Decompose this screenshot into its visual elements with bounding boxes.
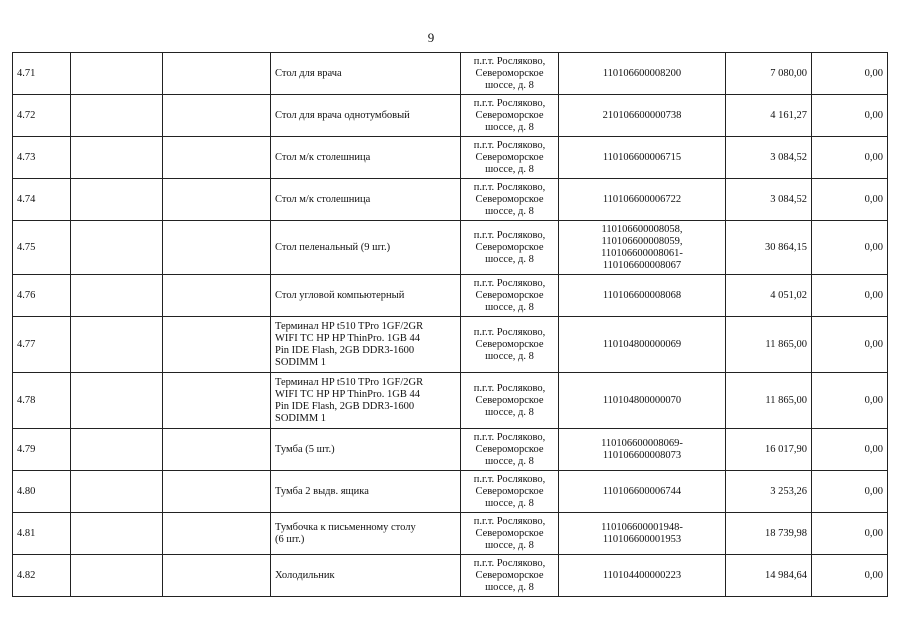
- residual-value: 0,00: [812, 429, 888, 471]
- item-address: п.г.т. Росляково, Североморское шоссе, д. 8: [461, 317, 559, 373]
- inventory-number: 110106600008068: [559, 275, 726, 317]
- empty-cell: [71, 179, 163, 221]
- row-number: 4.72: [13, 95, 71, 137]
- empty-cell: [71, 513, 163, 555]
- item-address: п.г.т. Росляково, Североморское шоссе, д. 8: [461, 53, 559, 95]
- row-number: 4.71: [13, 53, 71, 95]
- residual-value: 0,00: [812, 555, 888, 597]
- item-name: Стол пеленальный (9 шт.): [271, 221, 461, 275]
- book-value: 4 161,27: [726, 95, 812, 137]
- table-row: [13, 221, 888, 275]
- inventory-table: [12, 52, 888, 597]
- item-name: Стол м/к столешница: [271, 179, 461, 221]
- book-value: 18 739,98: [726, 513, 812, 555]
- table-row: [13, 429, 888, 471]
- inventory-number: 110104400000223: [559, 555, 726, 597]
- empty-cell: [163, 429, 271, 471]
- residual-value: 0,00: [812, 317, 888, 373]
- row-number: 4.75: [13, 221, 71, 275]
- empty-cell: [163, 95, 271, 137]
- empty-cell: [71, 429, 163, 471]
- table-row: [13, 95, 888, 137]
- row-number: 4.80: [13, 471, 71, 513]
- item-address: п.г.т. Росляково, Североморское шоссе, д. 8: [461, 221, 559, 275]
- inventory-number: 110106600006744: [559, 471, 726, 513]
- inventory-number: 110106600001948- 110106600001953: [559, 513, 726, 555]
- item-address: п.г.т. Росляково, Североморское шоссе, д. 8: [461, 275, 559, 317]
- empty-cell: [71, 137, 163, 179]
- item-address: п.г.т. Росляково, Североморское шоссе, д. 8: [461, 513, 559, 555]
- row-number: 4.78: [13, 373, 71, 429]
- item-address: п.г.т. Росляково, Североморское шоссе, д. 8: [461, 555, 559, 597]
- empty-cell: [71, 373, 163, 429]
- empty-cell: [71, 471, 163, 513]
- item-name: Терминал HP t510 TPro 1GF/2GR WIFI TC HP HP ThinPro. 1GB 44 Pin IDE Flash, 2GB DDR3-1600 SODIMM 1: [271, 373, 461, 429]
- row-number: 4.73: [13, 137, 71, 179]
- residual-value: 0,00: [812, 179, 888, 221]
- residual-value: 0,00: [812, 513, 888, 555]
- inventory-number: 110106600008069- 110106600008073: [559, 429, 726, 471]
- item-name: Тумбочка к письменному столу (6 шт.): [271, 513, 461, 555]
- empty-cell: [163, 373, 271, 429]
- book-value: 3 253,26: [726, 471, 812, 513]
- item-name: Стол м/к столешница: [271, 137, 461, 179]
- book-value: 4 051,02: [726, 275, 812, 317]
- inventory-number: 110106600008058, 110106600008059, 110106600008061- 110106600008067: [559, 221, 726, 275]
- table-row: [13, 275, 888, 317]
- inventory-number: 110104800000069: [559, 317, 726, 373]
- residual-value: 0,00: [812, 95, 888, 137]
- empty-cell: [163, 179, 271, 221]
- empty-cell: [163, 471, 271, 513]
- residual-value: 0,00: [812, 221, 888, 275]
- item-address: п.г.т. Росляково, Североморское шоссе, д. 8: [461, 179, 559, 221]
- item-name: Стол для врача: [271, 53, 461, 95]
- inventory-number: 110104800000070: [559, 373, 726, 429]
- item-name: Тумба 2 выдв. ящика: [271, 471, 461, 513]
- item-name: Терминал HP t510 TPro 1GF/2GR WIFI TC HP HP ThinPro. 1GB 44 Pin IDE Flash, 2GB DDR3-1600 SODIMM 1: [271, 317, 461, 373]
- empty-cell: [163, 317, 271, 373]
- book-value: 16 017,90: [726, 429, 812, 471]
- empty-cell: [71, 221, 163, 275]
- residual-value: 0,00: [812, 275, 888, 317]
- book-value: 30 864,15: [726, 221, 812, 275]
- empty-cell: [163, 221, 271, 275]
- empty-cell: [71, 53, 163, 95]
- empty-cell: [71, 555, 163, 597]
- item-address: п.г.т. Росляково, Североморское шоссе, д. 8: [461, 471, 559, 513]
- item-name: Стол для врача однотумбовый: [271, 95, 461, 137]
- inventory-number: 210106600000738: [559, 95, 726, 137]
- row-number: 4.74: [13, 179, 71, 221]
- book-value: 3 084,52: [726, 179, 812, 221]
- book-value: 14 984,64: [726, 555, 812, 597]
- row-number: 4.81: [13, 513, 71, 555]
- book-value: 11 865,00: [726, 317, 812, 373]
- item-address: п.г.т. Росляково, Североморское шоссе, д. 8: [461, 137, 559, 179]
- item-name: Тумба (5 шт.): [271, 429, 461, 471]
- item-name: Стол угловой компьютерный: [271, 275, 461, 317]
- table-row: [13, 179, 888, 221]
- inventory-number: 110106600008200: [559, 53, 726, 95]
- empty-cell: [163, 53, 271, 95]
- book-value: 3 084,52: [726, 137, 812, 179]
- item-address: п.г.т. Росляково, Североморское шоссе, д. 8: [461, 429, 559, 471]
- item-address: п.г.т. Росляково, Североморское шоссе, д. 8: [461, 373, 559, 429]
- inventory-number: 110106600006715: [559, 137, 726, 179]
- table-row: [13, 471, 888, 513]
- empty-cell: [71, 95, 163, 137]
- item-address: п.г.т. Росляково, Североморское шоссе, д. 8: [461, 95, 559, 137]
- empty-cell: [163, 137, 271, 179]
- table-row: [13, 317, 888, 373]
- row-number: 4.77: [13, 317, 71, 373]
- empty-cell: [163, 513, 271, 555]
- item-name: Холодильник: [271, 555, 461, 597]
- inventory-number: 110106600006722: [559, 179, 726, 221]
- residual-value: 0,00: [812, 373, 888, 429]
- book-value: 7 080,00: [726, 53, 812, 95]
- table-row: [13, 53, 888, 95]
- empty-cell: [71, 317, 163, 373]
- residual-value: 0,00: [812, 137, 888, 179]
- empty-cell: [71, 275, 163, 317]
- row-number: 4.76: [13, 275, 71, 317]
- table-body: [13, 53, 888, 597]
- row-number: 4.82: [13, 555, 71, 597]
- table-row: [13, 373, 888, 429]
- table-row: [13, 513, 888, 555]
- residual-value: 0,00: [812, 53, 888, 95]
- page-number: 9: [427, 30, 435, 45]
- row-number: 4.79: [13, 429, 71, 471]
- residual-value: 0,00: [812, 471, 888, 513]
- table-row: [13, 555, 888, 597]
- empty-cell: [163, 555, 271, 597]
- empty-cell: [163, 275, 271, 317]
- table-row: [13, 137, 888, 179]
- book-value: 11 865,00: [726, 373, 812, 429]
